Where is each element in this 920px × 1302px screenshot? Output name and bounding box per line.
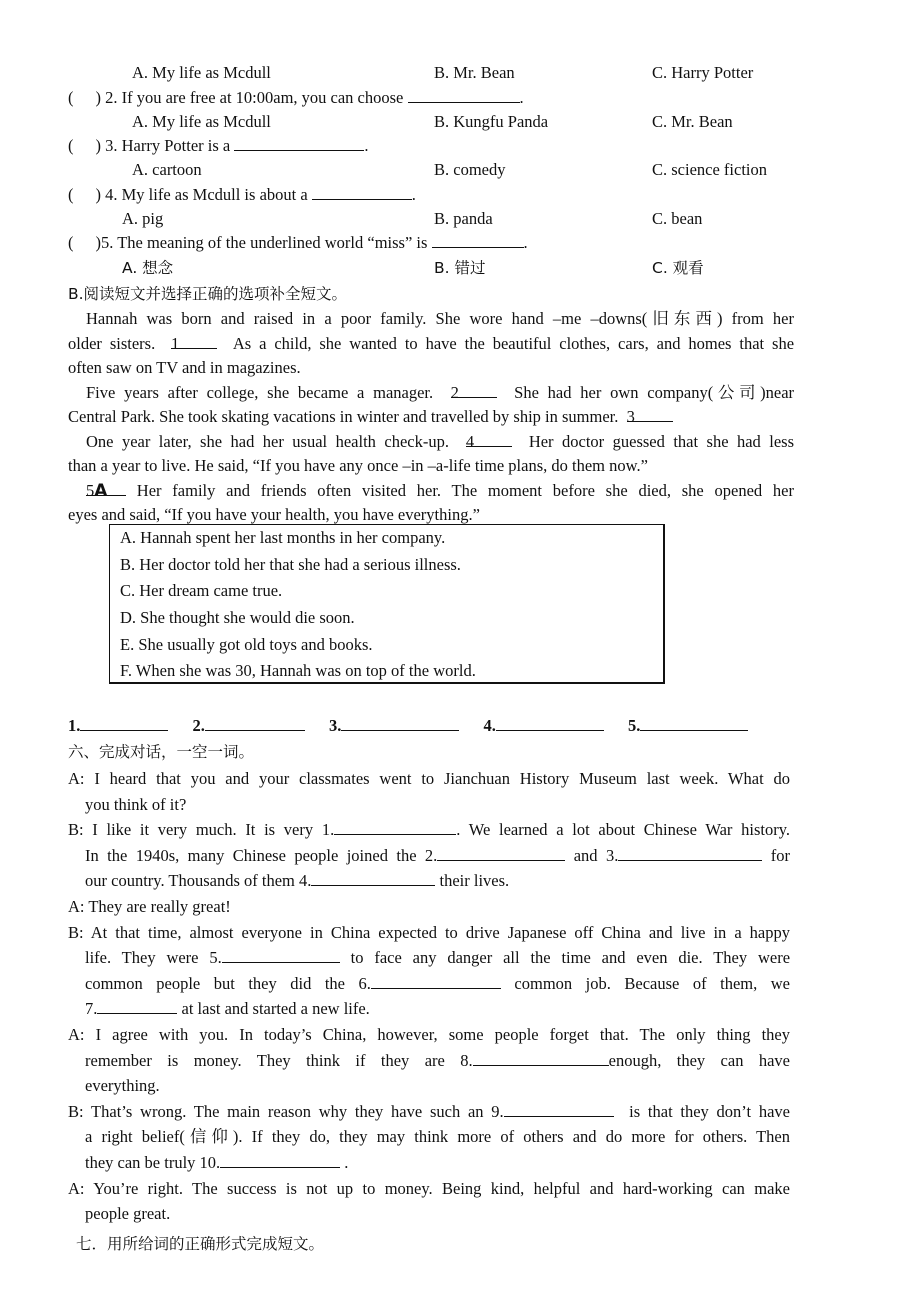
dialogue-blank-8[interactable] (473, 1049, 609, 1066)
dialogue (68, 766, 790, 1227)
q4-answer-blank[interactable] (312, 183, 412, 200)
option-b: B. Her doctor told her that she had a serious illness. (120, 555, 461, 574)
dialogue-line: common people but they did the 6. common job. Because of them, we (85, 973, 790, 993)
q2-option-a: A. My life as Mcdull (132, 112, 271, 131)
answer-blank-4[interactable] (496, 714, 604, 731)
q5-answer-blank[interactable] (432, 231, 524, 248)
dialogue-blank-3[interactable] (618, 844, 762, 861)
dialogue-line: you think of it? (85, 794, 187, 814)
q4-option-b: B. panda (434, 209, 493, 228)
dialogue-line: B: At that time, almost everyone in China expected to drive Japanese off China and live in a happy (68, 922, 790, 942)
dialogue-line: they can be truly 10. . (85, 1152, 349, 1172)
dialogue-line: In the 1940s, many Chinese people joined the 2. and 3. for (85, 845, 791, 865)
part-six-heading: 六、完成对话，一空一词。 (68, 743, 255, 761)
dialogue-line: A: You’re right. The success is not up to money. Being kind, helpful and hard-working can make (68, 1178, 790, 1198)
answer-blank-1[interactable] (80, 714, 168, 731)
q5-option-c: C. 观看 (652, 259, 704, 277)
passage-blank-5[interactable]: 5A (86, 479, 126, 496)
part-seven-heading: 七．用所给词的正确形式完成短文。 (76, 1235, 325, 1253)
passage-blank-1[interactable]: 1 (171, 332, 217, 349)
q5-stem: ( )5. The meaning of the underlined world “miss” is . (68, 233, 528, 252)
dialogue-line: people great. (85, 1204, 171, 1224)
dialogue-blank-1[interactable] (334, 818, 456, 835)
options-box (109, 524, 665, 684)
passage-blank-2[interactable]: 2 (451, 381, 497, 398)
q4-stem: ( ) 4. My life as Mcdull is about a . (68, 185, 416, 204)
answer-blank-5[interactable] (640, 714, 748, 731)
option-a: A. Hannah spent her last months in her company. (120, 528, 446, 547)
answer-row: 1. 2. 3. 4. 5. (68, 714, 748, 738)
q2-stem: ( ) 2. If you are free at 10:00am, you can choose . (68, 88, 524, 107)
passage-blank-4[interactable]: 4 (466, 430, 512, 447)
dialogue-line: life. They were 5. to face any danger all the time and even die. They were (85, 948, 791, 968)
dialogue-line: a right belief(信仰). If they do, they may think more of others and do more for others. Then (85, 1127, 790, 1147)
dialogue-blank-7[interactable] (97, 997, 177, 1014)
q5-option-a: A. 想念 (122, 259, 174, 277)
q4-option-c: C. bean (652, 209, 703, 228)
q3-answer-blank[interactable] (234, 134, 364, 151)
q2-answer-blank[interactable] (408, 86, 520, 103)
dialogue-line: B: I like it very much. It is very 1. . We learned a lot about Chinese War history. (68, 820, 790, 840)
dialogue-line: everything. (85, 1076, 160, 1096)
dialogue-blank-9[interactable] (504, 1100, 614, 1117)
q3-option-b: B. comedy (434, 160, 506, 179)
option-e: E. She usually got old toys and books. (120, 635, 373, 654)
q2-option-c: C. Mr. Bean (652, 112, 733, 131)
part-b-heading: B.阅读短文并选择正确的选项补全短文。 (68, 285, 348, 303)
dialogue-blank-5[interactable] (222, 946, 340, 963)
q3-option-c: C. science fiction (652, 160, 768, 179)
passage-blank-3[interactable]: 3 (627, 405, 673, 422)
option-c: C. Her dream came true. (120, 581, 283, 600)
dialogue-line: 7. at last and started a new life. (85, 999, 370, 1019)
q5-option-b: B. 错过 (434, 259, 486, 277)
dialogue-blank-2[interactable] (437, 844, 565, 861)
dialogue-line: B: That’s wrong. The main reason why they have such an 9. is that they don’t have (68, 1101, 790, 1121)
dialogue-blank-10[interactable] (220, 1151, 340, 1168)
dialogue-line: A: I heard that you and your classmates went to Jianchuan History Museum last week. What do (68, 769, 790, 788)
q1-option-a: A. My life as Mcdull (132, 63, 271, 82)
answer-blank-3[interactable] (341, 714, 459, 731)
dialogue-line: A: I agree with you. In today’s China, however, some people forget that. The only thing they (68, 1024, 790, 1044)
dialogue-line: A: They are really great! (68, 896, 231, 916)
q1-option-b: B. Mr. Bean (434, 63, 515, 82)
answer-blank-2[interactable] (205, 714, 305, 731)
dialogue-line: remember is money. They think if they are 8. enough, they can have (85, 1050, 790, 1070)
dialogue-blank-6[interactable] (371, 972, 501, 989)
q2-option-b: B. Kungfu Panda (434, 112, 549, 131)
q3-option-a: A. cartoon (132, 160, 202, 179)
part-b-passage: Hannah was born and raised in a poor family. She wore hand –me –downs(旧东西) from her older sisters. 1 As a child, she wanted to have the beautiful clothes, cars, and homes that she often saw on TV and in magazines. Five years after college, she became a manager. 2 She had her own company(公司)near Central Park. She took skating vacations in winter and travelled by ship in summer. 3 One year later, she had her usual health check-up. 4 Her doctor guessed that she had less than a year to live. He said, “If you have any once –in –a-life time plans, do them now.” 5A Her family and friends often visited her. The moment before she died, she opened her eyes and said, “If you have your health, you have everything.” (68, 309, 795, 524)
handwritten-answer-5: A (94, 480, 108, 501)
q1-option-c: C. Harry Potter (652, 63, 754, 82)
q3-stem: ( ) 3. Harry Potter is a . (68, 136, 369, 155)
option-f: F. When she was 30, Hannah was on top of the world. (120, 661, 476, 680)
dialogue-blank-4[interactable] (311, 869, 435, 886)
option-d: D. She thought she would die soon. (120, 608, 355, 627)
dialogue-line: our country. Thousands of them 4. their lives. (85, 871, 510, 891)
q4-option-a: A. pig (122, 209, 164, 228)
